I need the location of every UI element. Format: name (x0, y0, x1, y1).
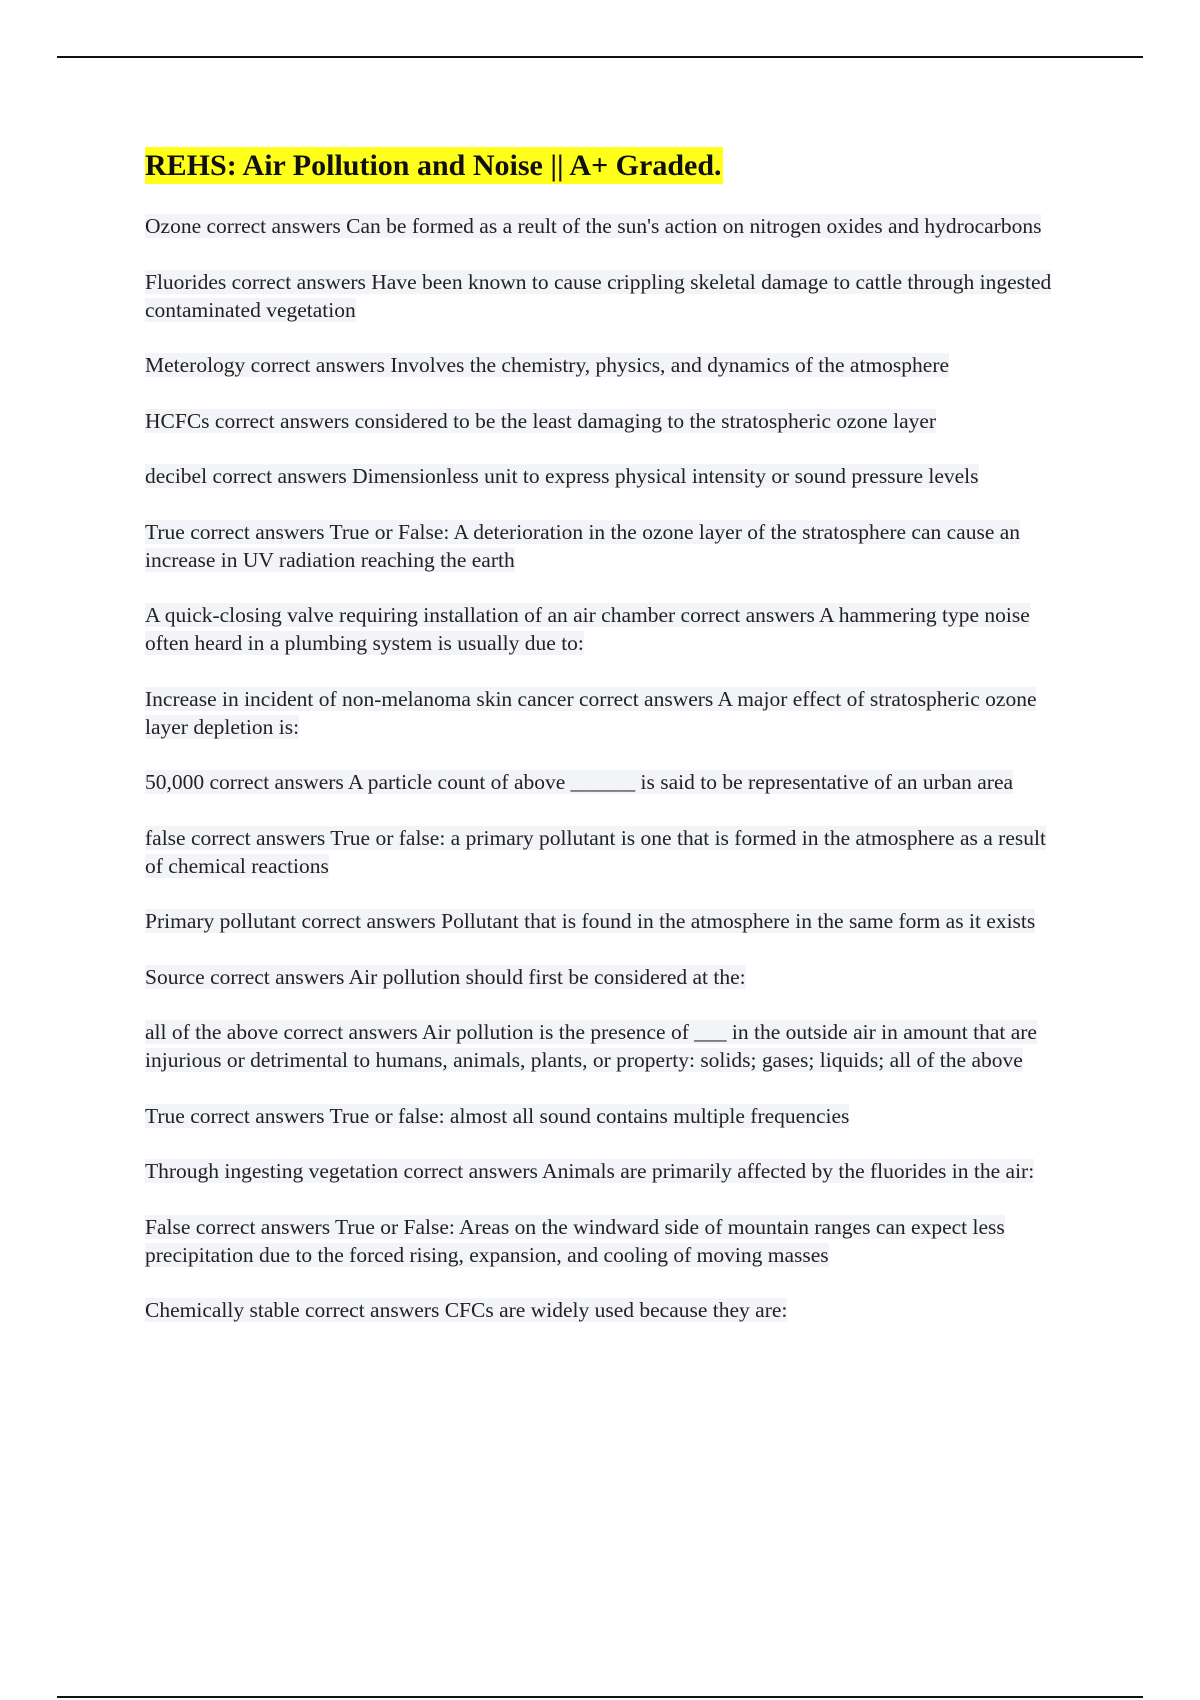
qa-entry: Increase in incident of non-melanoma skin cancer correct answers A major effect of stratospheric ozone layer depletion is: (145, 686, 1037, 739)
qa-entry: false correct answers True or false: a primary pollutant is one that is formed in the atmosphere as a result of chemical reactions (145, 825, 1046, 878)
qa-entry: HCFCs correct answers considered to be the least damaging to the stratospheric ozone layer (145, 408, 937, 433)
qa-entry: Meterology correct answers Involves the chemistry, physics, and dynamics of the atmosphere (145, 353, 950, 377)
document-body (145, 147, 1060, 1352)
top-rule (57, 56, 1143, 58)
qa-entry: Ozone correct answers Can be formed as a reult of the sun's action on nitrogen oxides and hydrocarbons (145, 214, 1042, 238)
qa-entry: True correct answers True or false: almost all sound contains multiple frequencies (145, 1103, 850, 1128)
qa-entry: False correct answers True or False: Areas on the windward side of mountain ranges can expect less precipitation due to the forced rising, expansion, and cooling of moving masses (145, 1214, 1005, 1267)
qa-entry: decibel correct answers Dimensionless unit to express physical intensity or sound pressure levels (145, 464, 979, 488)
qa-entry: A quick-closing valve requiring installation of an air chamber correct answers A hammering type noise often heard in a plumbing system is usually due to: (145, 603, 1030, 655)
qa-entry: Chemically stable correct answers CFCs are widely used because they are: (145, 1298, 788, 1322)
document-title: REHS: Air Pollution and Noise || A+ Graded. (145, 149, 722, 182)
qa-entry: Primary pollutant correct answers Pollutant that is found in the atmosphere in the same form as it exists (145, 909, 1036, 933)
qa-entry: Source correct answers Air pollution should first be considered at the: (145, 964, 746, 989)
title-container (145, 147, 1060, 190)
qa-entry: 50,000 correct answers A particle count of above ______ is said to be representative of an urban area (145, 770, 1014, 794)
qa-entry: Fluorides correct answers Have been known to cause crippling skeletal damage to cattle through ingested contaminated vegetation (145, 269, 1052, 322)
qa-entry: Through ingesting vegetation correct answers Animals are primarily affected by the fluorides in the air: (145, 1159, 1035, 1183)
bottom-rule (57, 1696, 1143, 1698)
qa-entry: all of the above correct answers Air pollution is the presence of ___ in the outside air in amount that are injurious or detrimental to humans, animals, plants, or property: solids; gases; liquids; all of the above (145, 1020, 1037, 1072)
qa-entry: True correct answers True or False: A deterioration in the ozone layer of the stratosphere can cause an increase in UV radiation reaching the earth (145, 519, 1021, 572)
